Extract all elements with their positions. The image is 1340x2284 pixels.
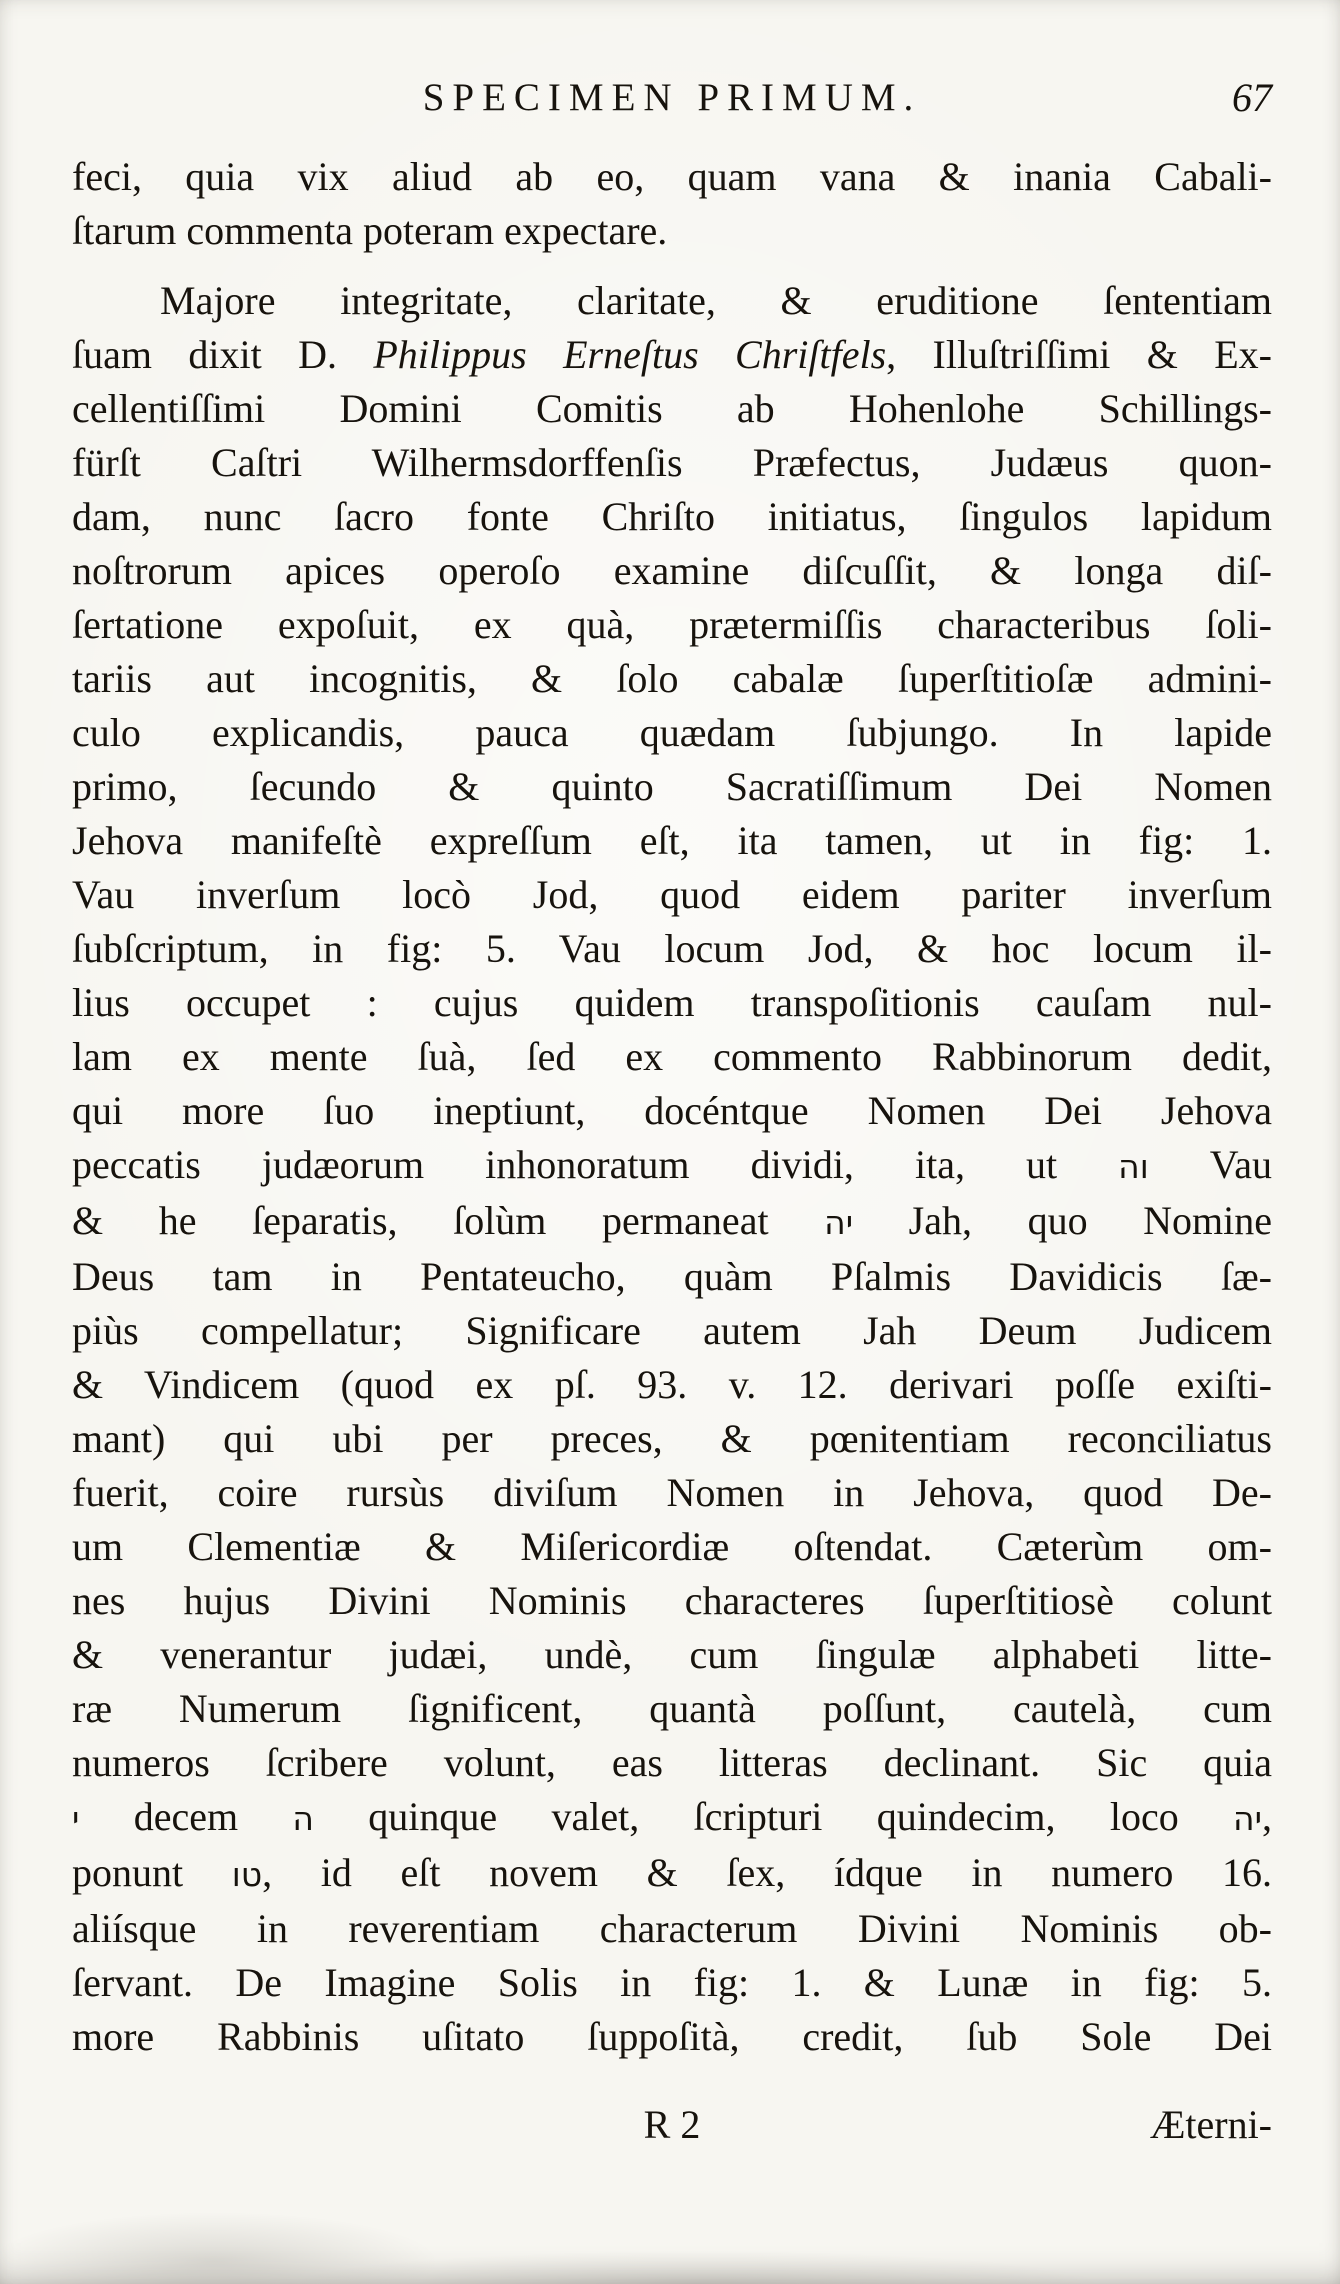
- text-segment: ,: [1262, 1794, 1272, 1839]
- text-line: [72, 760, 1272, 814]
- text-line: [72, 1030, 1272, 1084]
- text-line: [72, 652, 1272, 706]
- text-segment: peccatis judæorum inhonoratum dividi, ita, ut: [72, 1142, 1119, 1187]
- text-segment: noſtrorum apices operoſo examine diſcuſſit, & longa diſ-: [72, 548, 1272, 593]
- text-segment: quinque valet, ſcripturi quindecim, loco: [313, 1794, 1234, 1839]
- text-segment: more Rabbinis uſitato ſuppoſità, credit, ſub Sole Dei: [72, 2014, 1272, 2059]
- text-segment: ſertatione expoſuit, ex quà, prætermiſſis characteribus ſoli-: [72, 602, 1272, 647]
- text-segment: ſuam dixit D.: [72, 332, 374, 377]
- text-segment: , id eſt novem & ſex, ídque in numero 16.: [262, 1850, 1273, 1895]
- text-segment: Jah, quo Nomine: [853, 1198, 1273, 1243]
- text-line: [72, 204, 1272, 258]
- catchword: Æterni-: [1149, 2102, 1272, 2147]
- text-segment: decem: [79, 1794, 293, 1839]
- text-line: [72, 1520, 1272, 1574]
- page-footer: [72, 2098, 1272, 2152]
- text-segment: ſervant. De Imagine Solis in fig: 1. & Lunæ in fig: 5.: [72, 1960, 1272, 2005]
- text-line: [72, 1412, 1272, 1466]
- text-line: [72, 1574, 1272, 1628]
- text-line: [72, 1304, 1272, 1358]
- text-segment: ponunt: [72, 1850, 232, 1895]
- text-line: [72, 814, 1272, 868]
- signature-mark: R 2: [643, 2102, 701, 2147]
- text-line: [72, 1628, 1272, 1682]
- text-segment: numeros ſcribere volunt, eas litteras declinant. Sic quia: [72, 1740, 1272, 1785]
- text-segment: piùs compellatur; Significare autem Jah Deum Judicem: [72, 1308, 1272, 1353]
- text-segment: dam, nunc ſacro fonte Chriſto initiatus, ſingulos lapidum: [72, 494, 1272, 539]
- text-segment: ræ Numerum ſignificent, quantà poſſunt, cautelà, cum: [72, 1686, 1272, 1731]
- text-segment: Vau inverſum locò Jod, quod eidem pariter inverſum: [72, 872, 1272, 917]
- text-segment: Majore integritate, claritate, & eruditione ſententiam: [160, 278, 1272, 323]
- text-line: [72, 598, 1272, 652]
- hebrew-text: י: [72, 1799, 80, 1838]
- hebrew-text: וה: [1118, 1147, 1149, 1186]
- text-line: [72, 328, 1272, 382]
- page-header: [72, 72, 1272, 124]
- text-line: [72, 2010, 1272, 2064]
- text-segment: aliísque in reverentiam characterum Divini Nominis ob-: [72, 1906, 1272, 1951]
- paragraph: [72, 274, 1272, 2064]
- text-segment: feci, quia vix aliud ab eo, quam vana & inania Cabali-: [72, 154, 1272, 199]
- text-segment: ſtarum commenta poteram expectare.: [72, 208, 668, 253]
- text-segment: ſubſcriptum, in fig: 5. Vau locum Jod, & hoc locum il-: [72, 926, 1272, 971]
- text-line: [72, 868, 1272, 922]
- text-line: [72, 1194, 1272, 1250]
- text-line: [72, 150, 1272, 204]
- hebrew-text: ה: [292, 1799, 314, 1838]
- text-segment: & venerantur judæi, undè, cum ſingulæ alphabeti litte-: [72, 1632, 1272, 1677]
- italic-text: Philippus Erneſtus Chriſtfels: [373, 332, 887, 377]
- hebrew-text: יה: [1233, 1799, 1262, 1838]
- text-segment: tariis aut incognitis, & ſolo cabalæ ſuperſtitioſæ admini-: [72, 656, 1272, 701]
- text-segment: Deus tam in Pentateucho, quàm Pſalmis Davidicis ſæ-: [72, 1254, 1272, 1299]
- text-line: [72, 1084, 1272, 1138]
- hebrew-text: טו: [231, 1855, 263, 1894]
- text-line: [72, 382, 1272, 436]
- running-title: SPECIMEN PRIMUM.: [422, 76, 922, 119]
- text-segment: Jehova manifeſtè expreſſum eſt, ita tamen, ut in fig: 1.: [72, 818, 1272, 863]
- text-segment: fürſt Caſtri Wilhermsdorffenſis Præfectus, Judæus quon-: [72, 440, 1272, 485]
- text-line: [72, 1250, 1272, 1304]
- text-line: [72, 1902, 1272, 1956]
- text-segment: cellentiſſimi Domini Comitis ab Hohenlohe Schillings-: [72, 386, 1272, 431]
- text-segment: qui more ſuo ineptiunt, docéntque Nomen Dei Jehova: [72, 1088, 1272, 1133]
- text-line: [72, 274, 1272, 328]
- text-line: [72, 1736, 1272, 1790]
- hebrew-text: יה: [824, 1203, 854, 1242]
- text-line: [72, 490, 1272, 544]
- text-segment: primo, ſecundo & quinto Sacratiſſimum Dei Nomen: [72, 764, 1272, 809]
- text-segment: culo explicandis, pauca quædam ſubjungo. In lapide: [72, 710, 1272, 755]
- text-segment: lius occupet : cujus quidem transpoſitionis cauſam nul-: [72, 980, 1272, 1025]
- text-segment: um Clementiæ & Miſericordiæ oſtendat. Cæterùm om-: [72, 1524, 1272, 1569]
- text-line: [72, 1846, 1272, 1902]
- text-segment: nes hujus Divini Nominis characteres ſuperſtitiosè colunt: [72, 1578, 1272, 1623]
- page-number: 67: [1232, 75, 1272, 120]
- text-line: [72, 922, 1272, 976]
- text-line: [72, 436, 1272, 490]
- footer-spacer: [72, 2098, 472, 2152]
- text-segment: Vau: [1148, 1142, 1272, 1187]
- text-segment: & he ſeparatis, ſolùm permaneat: [72, 1198, 825, 1243]
- text-segment: mant) qui ubi per preces, & pœnitentiam reconciliatus: [72, 1416, 1272, 1461]
- text-segment: & Vindicem (quod ex pſ. 93. v. 12. derivari poſſe exiſti-: [72, 1362, 1272, 1407]
- paragraph: [72, 150, 1272, 258]
- text-line: [72, 1956, 1272, 2010]
- text-line: [72, 1138, 1272, 1194]
- text-line: [72, 706, 1272, 760]
- text-segment: , Illuſtriſſimi & Ex-: [886, 332, 1272, 377]
- text-line: [72, 1358, 1272, 1412]
- text-segment: lam ex mente ſuà, ſed ex commento Rabbinorum dedit,: [72, 1034, 1272, 1079]
- text-line: [72, 976, 1272, 1030]
- text-segment: fuerit, coire rursùs diviſum Nomen in Jehova, quod De-: [72, 1470, 1272, 1515]
- text-line: [72, 544, 1272, 598]
- text-line: [72, 1466, 1272, 1520]
- text-block: [72, 150, 1272, 2064]
- text-line: [72, 1682, 1272, 1736]
- text-line: [72, 1790, 1272, 1846]
